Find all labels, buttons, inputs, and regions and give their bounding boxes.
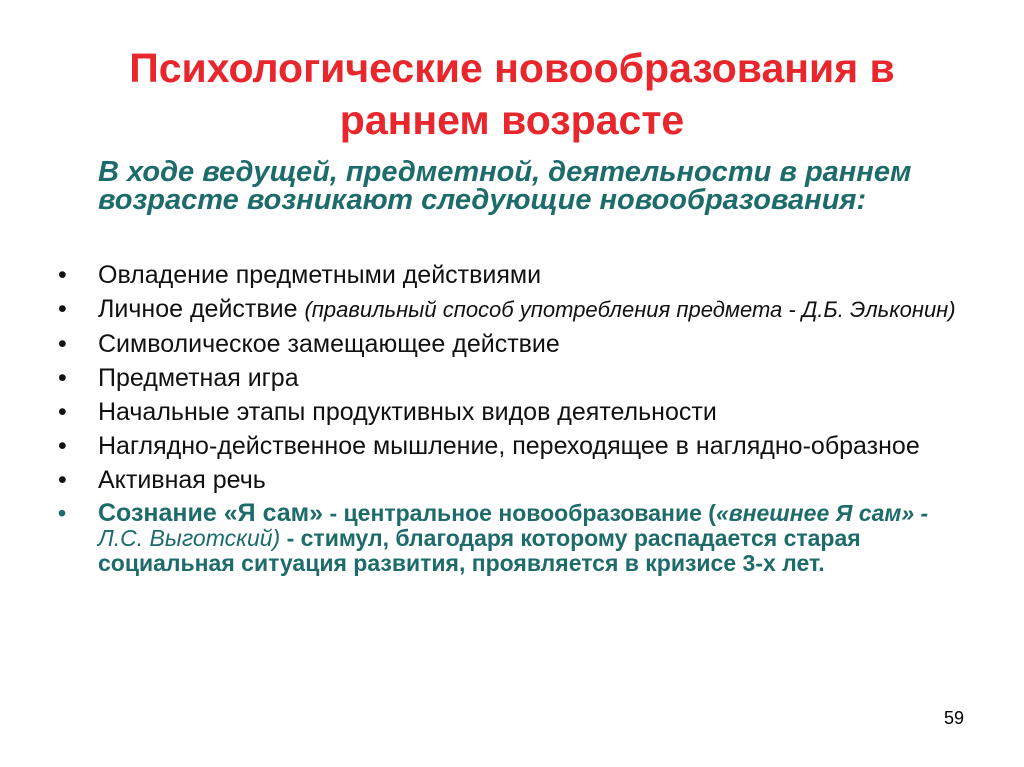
bullet-list [58, 262, 978, 584]
intro-text: В ходе ведущей, предметной, деятельности в раннем возрасте возникают следующие новообразования: [98, 156, 912, 216]
title-line-2: раннем возрасте [339, 97, 685, 143]
list-item [58, 365, 978, 391]
bullet-icon: • [58, 261, 67, 289]
list-item [58, 296, 978, 323]
bullet-icon: • [58, 364, 67, 392]
bullet-icon: • [58, 500, 67, 526]
list-item-text: Личное действие [98, 295, 298, 323]
highlight-text-1: - центральное новообразование ( [323, 500, 716, 526]
bullet-icon: • [58, 295, 67, 323]
highlight-text-2: - стимул, благодаря которому распадается старая социальная ситуация развития, проявляется в кризисе 3-х лет. [98, 525, 861, 576]
slide-title [40, 42, 984, 146]
list-item [58, 331, 978, 357]
list-item-text: Овладение предметными действиями [98, 261, 542, 289]
bullet-icon: • [58, 398, 67, 426]
list-item [58, 262, 978, 288]
list-item-note: (правильный способ употребления предмета - Д.Б. Эльконин) [304, 297, 956, 322]
list-item [58, 433, 978, 459]
page-number: 59 [944, 708, 965, 728]
list-item-text: Предметная игра [98, 364, 299, 392]
highlight-author: Л.С. Выготский) [98, 525, 281, 551]
list-item [58, 399, 978, 425]
list-item-text: Начальные этапы продуктивных видов деятельности [98, 398, 717, 426]
list-item-highlight [58, 501, 978, 576]
bullet-icon: • [58, 330, 67, 358]
highlight-term: Сознание «Я сам» [98, 499, 324, 527]
title-line-1: Психологические новообразования в [129, 45, 895, 91]
bullet-icon: • [58, 466, 67, 494]
list-item-text: Активная речь [98, 466, 266, 494]
list-item-text: Наглядно-действенное мышление, переходящее в наглядно-образное [98, 432, 920, 460]
list-item [58, 467, 978, 493]
highlight-quote: «внешнее Я сам» - [715, 500, 929, 526]
list-item-text: Символическое замещающее действие [98, 330, 560, 358]
bullet-icon: • [58, 432, 67, 460]
